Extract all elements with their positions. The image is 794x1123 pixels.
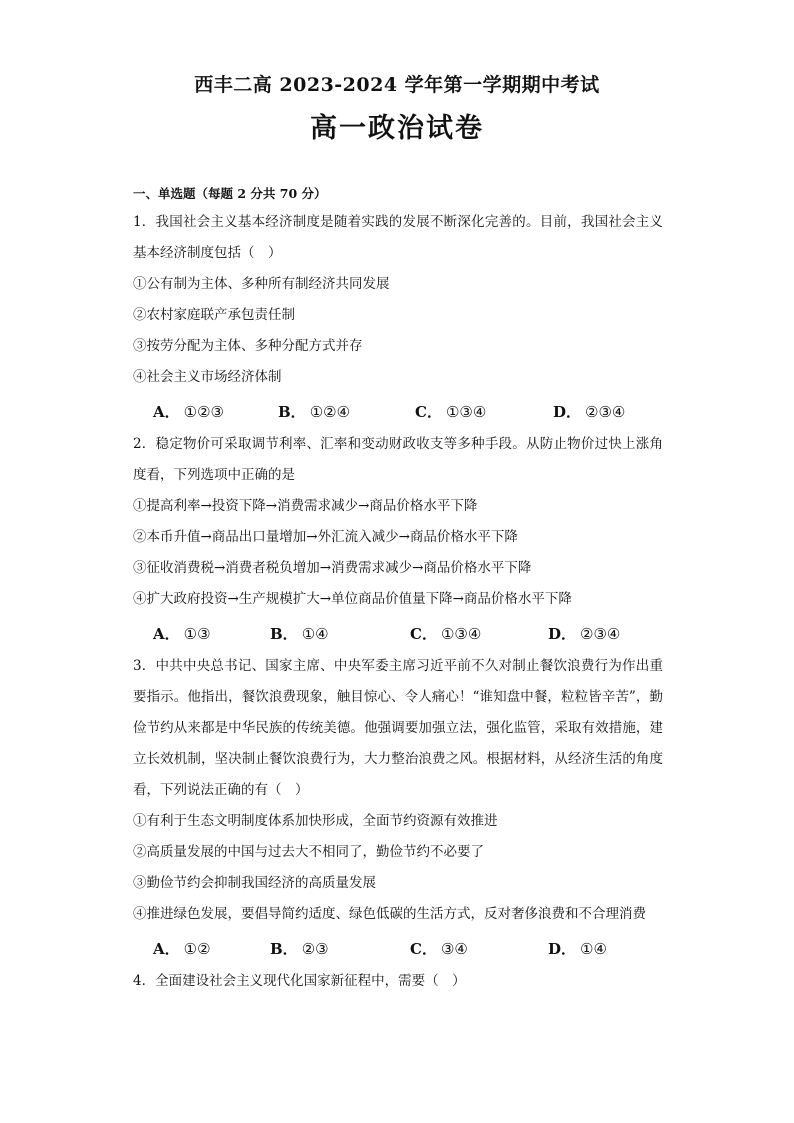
option-a[interactable]: A． ①③ [153, 625, 211, 643]
statement-item: ④扩大政府投资→生产规模扩大→单位商品价值量下降→商品价格水平下降 [133, 591, 572, 607]
answer-options [133, 932, 663, 966]
section-heading: 一、单选题（每题 2 分共 70 分） [133, 186, 327, 201]
statement-item: ③征收消费税→消费者税负增加→消费需求减少→商品价格水平下降 [133, 560, 532, 576]
exam-title: 西丰二高 2023-2024 学年第一学期期中考试 [194, 74, 600, 96]
option-b[interactable]: B． ①④ [270, 625, 329, 643]
question-3 [133, 651, 663, 966]
statement-item: ③按劳分配为主体、多种分配方式并存 [133, 338, 363, 354]
option-d[interactable]: D． ①④ [548, 940, 607, 958]
statement-item: ②农村家庭联产承包责任制 [133, 307, 295, 323]
option-c[interactable]: C． ①③④ [415, 403, 487, 421]
question-1 [133, 207, 663, 429]
option-a[interactable]: A． ①② [153, 940, 211, 958]
question-2 [133, 429, 663, 651]
question-stem: 4．全面建设社会主义现代化国家新征程中，需要（ ） [133, 973, 466, 989]
statement-item: ①公有制为主体、多种所有制经济共同发展 [133, 276, 390, 292]
option-b[interactable]: B． ②③ [270, 940, 329, 958]
question-stem: 2．稳定物价可采取调节利率、汇率和变动财政收支等多种手段。从防止物价过快上涨角度看，下列选项中正确的是 [133, 436, 663, 483]
question-stem: 1．我国社会主义基本经济制度是随着实践的发展不断深化完善的。目前，我国社会主义基本经济制度包括（ ） [133, 214, 663, 261]
question-4 [133, 966, 663, 997]
answer-options [133, 395, 663, 429]
statement-item: ②本币升值→商品出口量增加→外汇流入减少→商品价格水平下降 [133, 529, 518, 545]
answer-options [133, 617, 663, 651]
option-a[interactable]: A． ①②③ [153, 403, 224, 421]
exam-content [133, 183, 663, 997]
option-d[interactable]: D． ②③④ [553, 403, 626, 421]
option-d[interactable]: D． ②③④ [548, 625, 621, 643]
statement-item: ①提高利率→投资下降→消费需求减少→商品价格水平下降 [133, 498, 478, 514]
statement-item: ③勤俭节约会抑制我国经济的高质量发展 [133, 875, 376, 891]
statement-item: ④社会主义市场经济体制 [133, 369, 282, 385]
statement-item: ①有利于生态文明制度体系加快形成，全面节约资源有效推进 [133, 813, 498, 829]
option-c[interactable]: C． ③④ [410, 940, 468, 958]
statement-item: ②高质量发展的中国与过去大不相同了，勤俭节约不必要了 [133, 844, 484, 860]
option-b[interactable]: B． ①②④ [278, 403, 351, 421]
statement-item: ④推进绿色发展，要倡导简约适度、绿色低碳的生活方式，反对奢侈浪费和不合理消费 [133, 906, 646, 922]
option-c[interactable]: C． ①③④ [410, 625, 482, 643]
question-stem: 3．中共中央总书记、国家主席、中央军委主席习近平前不久对制止餐饮浪费行为作出重要指示。他指出，餐饮浪费现象，触目惊心、令人痛心！“谁知盘中餐，粒粒皆辛苦”，勤俭节约从来都是中华民族的传统美德。他强调要加强立法，强化监管，采取有效措施，建立长效机制，坚决制止餐饮浪费行为，大力整治浪费之风。根据材料，从经济生活的角度看，下列说法正确的有（ ） [133, 658, 663, 798]
exam-subtitle: 高一政治试卷 [310, 113, 484, 144]
